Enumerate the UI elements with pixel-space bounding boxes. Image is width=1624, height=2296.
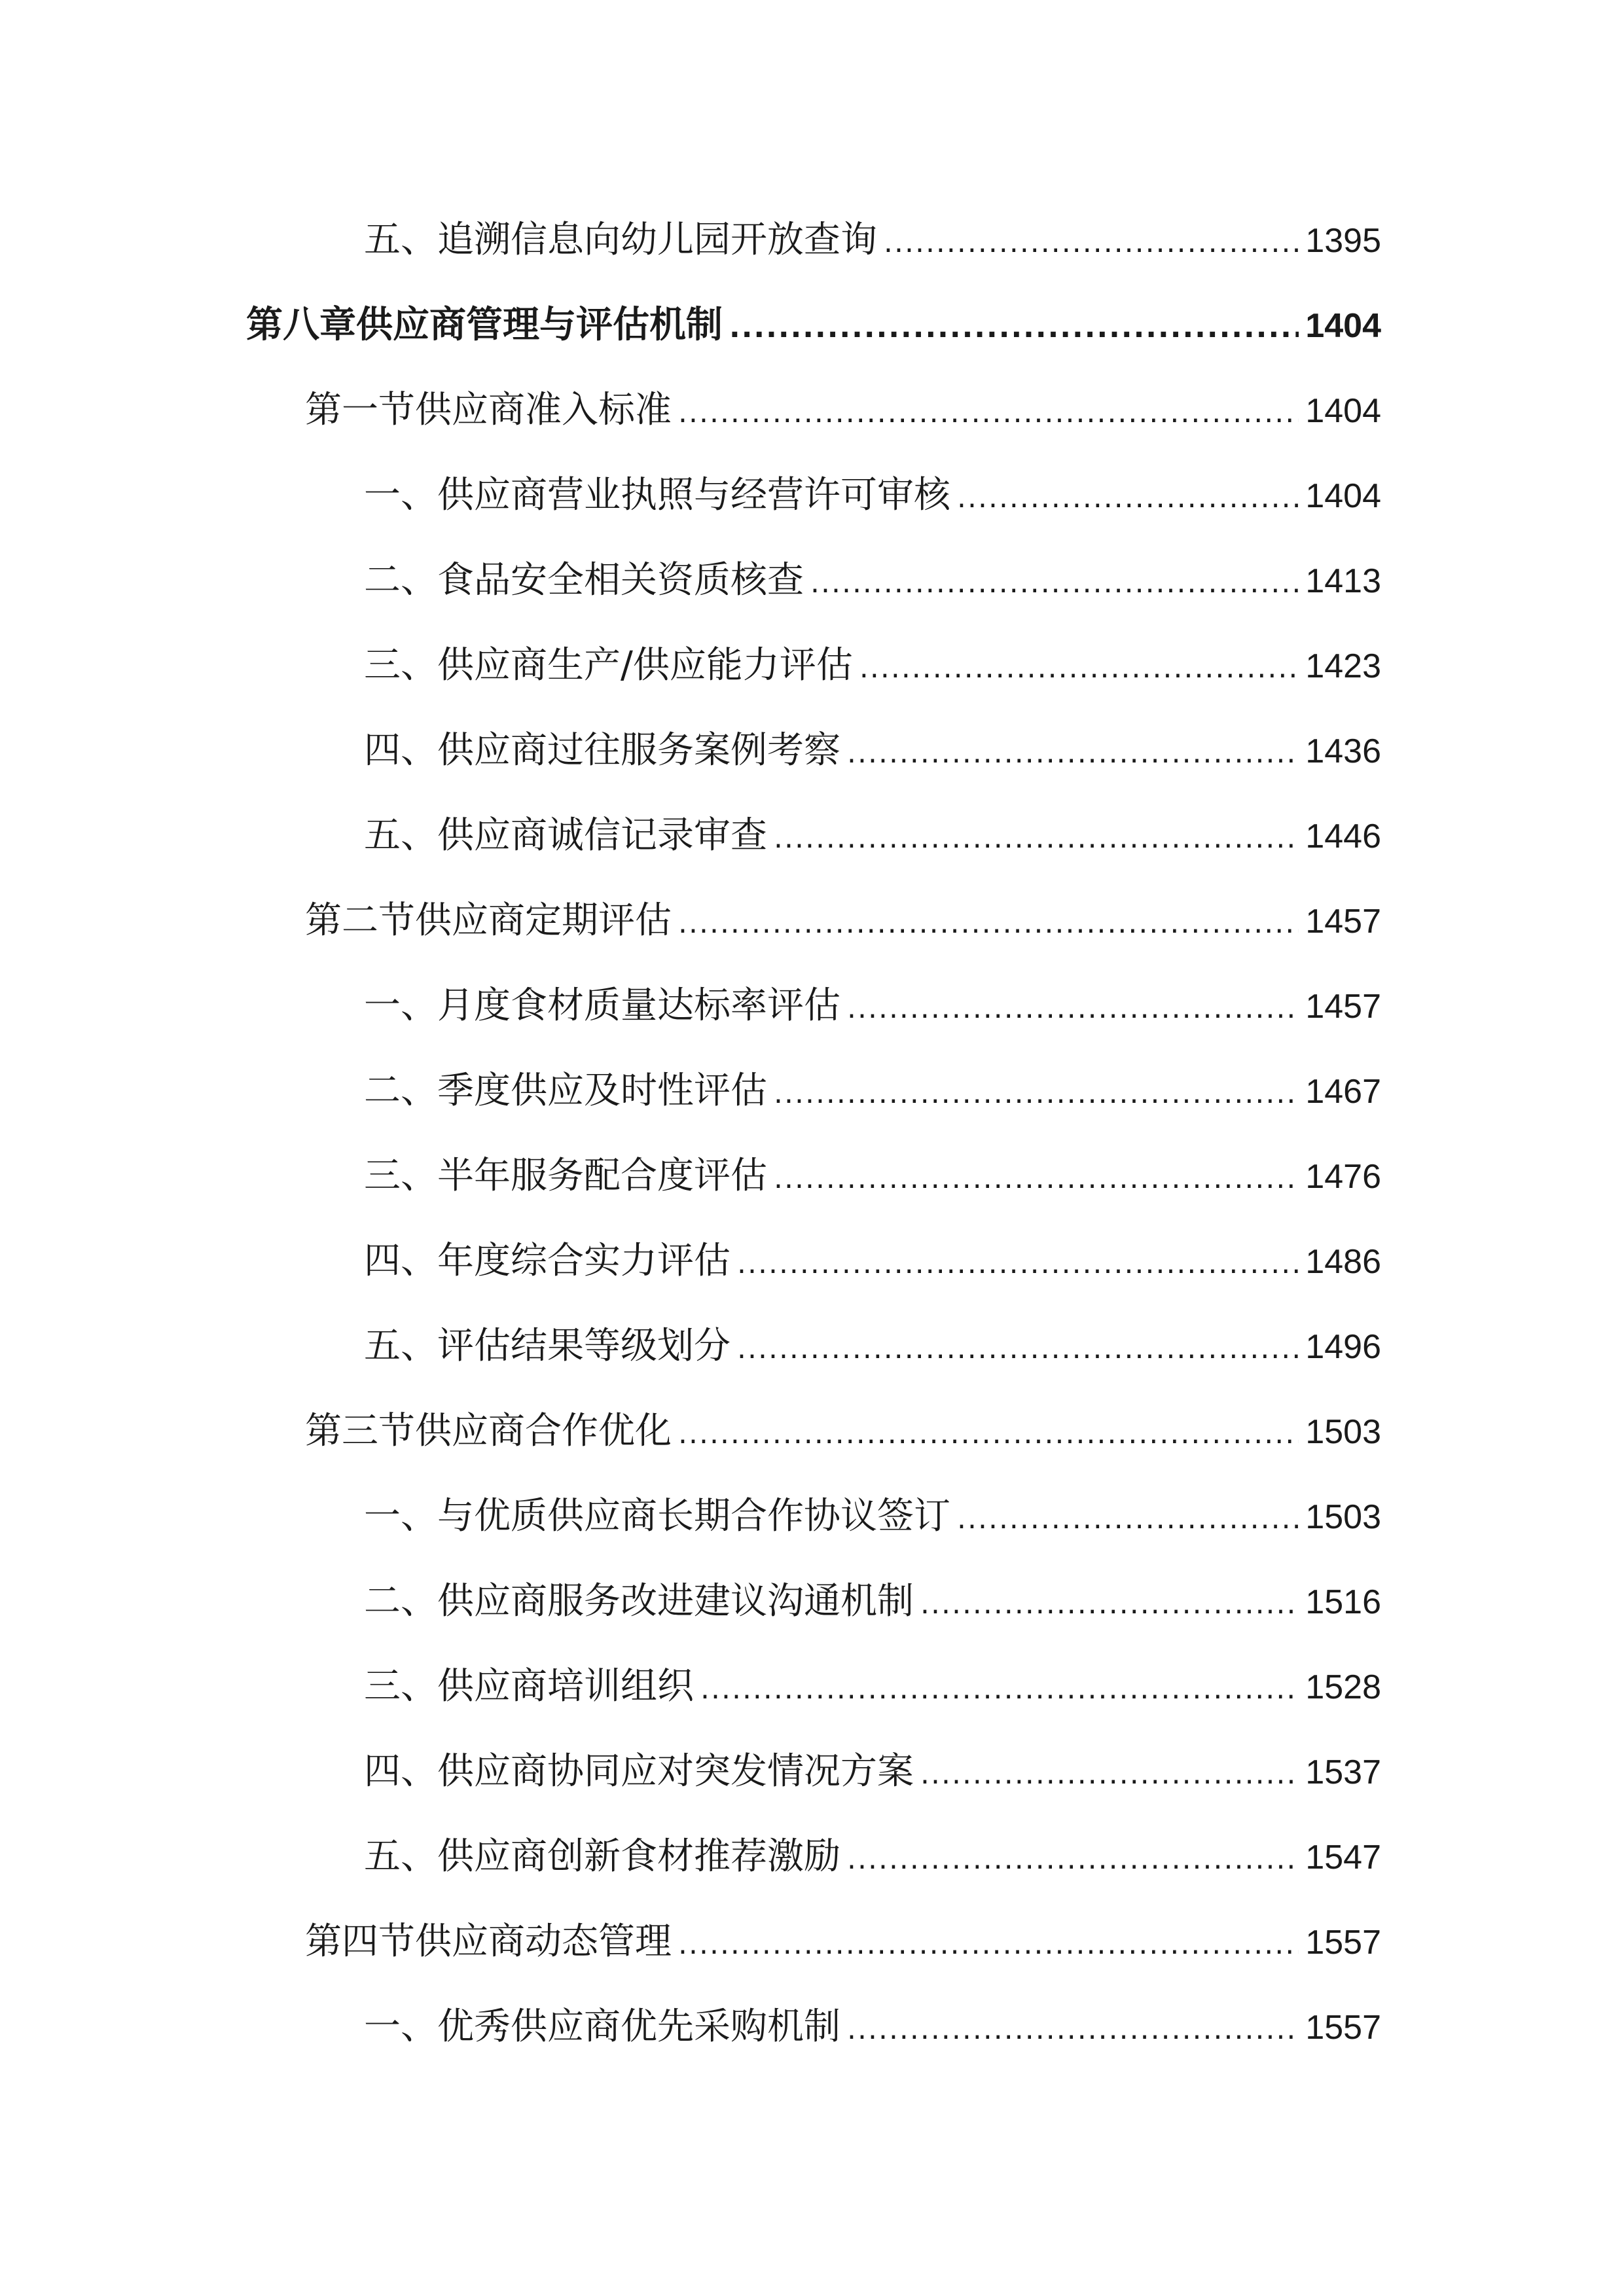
dot-leader — [774, 812, 1299, 865]
toc-entry[interactable] — [364, 1150, 1381, 1202]
toc-entry[interactable] — [364, 469, 1381, 522]
toc-entry[interactable] — [364, 980, 1381, 1032]
dot-leader — [737, 1323, 1299, 1375]
dot-leader — [847, 982, 1299, 1035]
toc-entry[interactable] — [364, 554, 1381, 607]
toc-entry[interactable] — [364, 1065, 1381, 1117]
toc-entry-title: 第三节供应商合作优化 — [305, 1410, 672, 1452]
toc-entry-title: 第二节供应商定期评估 — [305, 899, 672, 942]
dot-leader — [810, 557, 1299, 609]
toc-entry-page: 1436 — [1305, 732, 1381, 770]
toc-entry-title: 二、季度供应及时性评估 — [364, 1069, 767, 1112]
toc-entry-title: 五、追溯信息向幼儿园开放查询 — [364, 219, 877, 261]
toc-entry-page: 1457 — [1305, 903, 1381, 941]
toc-entry[interactable] — [364, 1575, 1381, 1628]
toc-entry-title: 二、食品安全相关资质核查 — [364, 559, 804, 601]
toc-entry[interactable] — [364, 810, 1381, 862]
dot-leader — [678, 1408, 1299, 1460]
toc-entry-page: 1404 — [1305, 307, 1381, 345]
toc-entry-page: 1457 — [1305, 988, 1381, 1026]
toc-entry-title: 一、供应商营业执照与经营许可审核 — [364, 474, 950, 516]
toc-entry-page: 1516 — [1305, 1583, 1381, 1621]
toc-entry-title: 二、供应商服务改进建议沟通机制 — [364, 1580, 914, 1623]
toc-entry[interactable] — [364, 1746, 1381, 1798]
dot-leader — [729, 302, 1299, 354]
toc-entry-title: 五、供应商诚信记录审查 — [364, 814, 767, 857]
toc-entry-title: 三、供应商生产/供应能力评估 — [364, 644, 853, 687]
dot-leader — [737, 1238, 1299, 1290]
toc-entry-title: 四、年度综合实力评估 — [364, 1240, 731, 1282]
toc-entry-chapter[interactable] — [246, 299, 1381, 351]
toc-entry-title: 一、月度食材质量达标率评估 — [364, 984, 840, 1027]
toc-entry[interactable] — [364, 725, 1381, 777]
toc-entry-page: 1557 — [1305, 2009, 1381, 2047]
toc-entry-section[interactable] — [305, 384, 1381, 437]
dot-leader — [859, 642, 1299, 694]
toc-entry-page: 1404 — [1305, 392, 1381, 430]
dot-leader — [847, 727, 1299, 780]
toc-entry[interactable] — [364, 639, 1381, 692]
dot-leader — [774, 1067, 1299, 1120]
toc-entry-page: 1503 — [1305, 1498, 1381, 1536]
dot-leader — [678, 1918, 1299, 1971]
toc-entry-page: 1528 — [1305, 1668, 1381, 1706]
toc-entry-title: 一、与优质供应商长期合作协议签订 — [364, 1495, 950, 1537]
toc-entry-page: 1503 — [1305, 1413, 1381, 1451]
toc-entry-title: 第一节供应商准入标准 — [305, 389, 672, 431]
dot-leader — [957, 472, 1299, 524]
dot-leader — [678, 897, 1299, 950]
toc-entry[interactable] — [364, 1660, 1381, 1713]
dot-leader — [957, 1493, 1299, 1545]
dot-leader — [920, 1748, 1299, 1801]
toc-entry-page: 1395 — [1305, 222, 1381, 260]
dot-leader — [774, 1153, 1299, 1205]
toc-entry[interactable] — [364, 1490, 1381, 1543]
toc-entry-title: 三、半年服务配合度评估 — [364, 1155, 767, 1197]
toc-entry-section[interactable] — [305, 1916, 1381, 1968]
dot-leader — [884, 217, 1299, 269]
dot-leader — [847, 2003, 1299, 2056]
toc-entry-page: 1446 — [1305, 817, 1381, 855]
toc-entry-title: 第四节供应商动态管理 — [305, 1920, 672, 1963]
toc-entry[interactable] — [364, 2001, 1381, 2053]
toc-entry-section[interactable] — [305, 895, 1381, 947]
toc-entry-page: 1496 — [1305, 1328, 1381, 1366]
toc-entry-page: 1547 — [1305, 1839, 1381, 1876]
toc-entry-page: 1467 — [1305, 1073, 1381, 1111]
toc-entry-title: 一、优秀供应商优先采购机制 — [364, 2005, 840, 2048]
toc-entry-title: 三、供应商培训组织 — [364, 1665, 694, 1708]
dot-leader — [678, 387, 1299, 439]
toc-entry-page: 1486 — [1305, 1243, 1381, 1281]
toc-entry-title: 第八章供应商管理与评估机制 — [246, 304, 723, 346]
toc-entry-title: 五、供应商创新食材推荐激励 — [364, 1835, 840, 1878]
toc-entry-title: 四、供应商过往服务案例考察 — [364, 729, 840, 772]
toc-entry-page: 1423 — [1305, 647, 1381, 685]
toc-entry-page: 1476 — [1305, 1158, 1381, 1196]
dot-leader — [920, 1578, 1299, 1630]
toc-entry-title: 四、供应商协同应对突发情况方案 — [364, 1750, 914, 1793]
toc-entry[interactable] — [364, 1235, 1381, 1287]
toc-entry-page: 1404 — [1305, 477, 1381, 515]
toc-entry-title: 五、评估结果等级划分 — [364, 1325, 731, 1367]
toc-entry-page: 1413 — [1305, 562, 1381, 600]
toc-entry[interactable] — [364, 1831, 1381, 1883]
toc-entry[interactable] — [364, 1320, 1381, 1372]
dot-leader — [700, 1663, 1299, 1715]
toc-entry-page: 1557 — [1305, 1924, 1381, 1962]
dot-leader — [847, 1833, 1299, 1886]
toc-entry-page: 1537 — [1305, 1753, 1381, 1791]
toc-entry-section[interactable] — [305, 1405, 1381, 1458]
toc-entry[interactable] — [364, 214, 1381, 266]
